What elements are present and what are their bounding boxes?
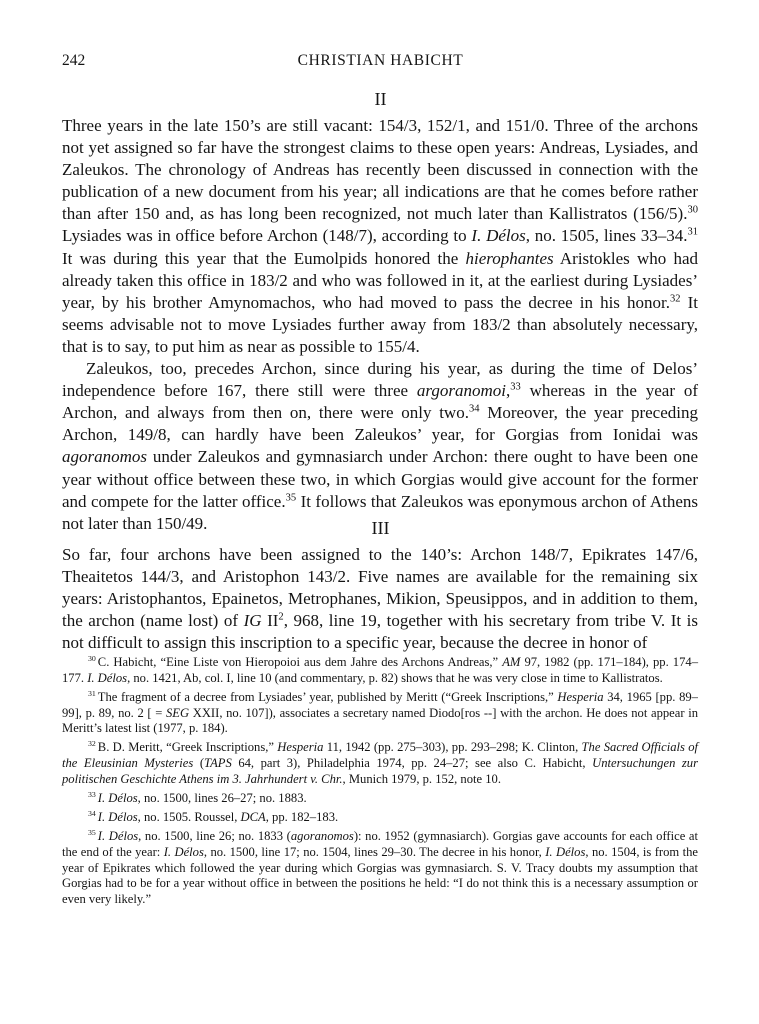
- footnote-32: $^{32}$ B. D. Meritt, “Greek Inscriptions,” Hesperia 11, 1942 (pp. 275–303), pp. 293–298; K. Clinton, The Sacred Officials of the Eleusinian Mysteries (TAPS 64, part 3), Philadelphia 1974, pp. 24–27; see also C. Habicht, Untersuchungen zur politischen Geschichte Athens im 3. Jahrhundert v. Chr., Munich 1979, p. 152, note 10.: [62, 739, 699, 786]
- text-run: , no. 1504, is from the year of Epikrates which followed the year during which Gorgias was gymnasiarch. S. V. Tracy doubts my assumption that Gorgias had to be for a year without office in between the positions he held: “I do not think this is a necessary assumption or even very likely.”: [62, 844, 698, 907]
- italic-text: Hesperia: [277, 740, 324, 755]
- text-run: , 968, line 19, together with his secretary from tribe V. It is not difficult to assign this inscription to a specific year, because the decree in honor of: [62, 611, 698, 653]
- footnote-ref: 34: [468, 403, 480, 415]
- text-run: Lysiades was in office before Archon (148/7), according to: [62, 226, 472, 246]
- section-ii-paragraph-1: [62, 115, 698, 358]
- italic-text: agoranomos: [62, 447, 148, 467]
- text-run: ): no. 1952 (gymnasiarch). Gorgias gave accounts for each office at the end of the year:: [62, 828, 698, 859]
- text-run: 97, 1982 (pp. 171–184), pp. 174–177.: [62, 655, 698, 685]
- text-run: The fragment of a decree from Lysiades’ year, published by Meritt (“Greek Inscriptions,”: [97, 689, 558, 704]
- text-run: Moreover, the year preceding Archon, 149/8, can hardly have been Zaleukos’ year, for Gorgias from Ionidai was: [62, 403, 698, 445]
- footnote-31: $^{31}$ The fragment of a decree from Lysiades’ year, published by Meritt (“Greek Inscriptions,” Hesperia 34, 1965 [pp. 89–99], p. 89, no. 2 [ = SEG XXII, no. 107]), associates a secretary named Diodo[ros --] with the archon. He does not appear in Meritt’s latest list (1977, p. 184).: [62, 688, 699, 736]
- italic-text: DCA: [240, 809, 266, 824]
- italic-text: I. Délos: [97, 790, 138, 805]
- text-run: 34, 1965 [pp. 89–99], p. 89, no. 2 [ =: [62, 689, 698, 720]
- italic-text: SEG: [166, 705, 190, 720]
- italic-text: agoranomos: [290, 828, 354, 843]
- section-heading-ii: II: [374, 89, 387, 109]
- footnote-ref: 32: [669, 293, 681, 305]
- text-run: XXII, no. 107]), associates a secretary named Diodo[ros --] with the archon. He does not appear in Meritt’s latest list (1977, p. 184).: [62, 705, 699, 736]
- text-run: II: [261, 611, 279, 631]
- text-run: It seems advisable not to move Lysiades further away from 183/2 than absolutely necessary, that is to say, to put him as near as possible to 155/4.: [62, 292, 698, 356]
- footnote-ref: 31: [687, 226, 698, 238]
- footnote-ref: 35: [285, 491, 297, 503]
- text-run: Aristokles who had already taken this office in 183/2 and who was followed in it, at the earliest during Lysiades’ year, by his brother Amynomachos, who had moved to pass the decree in his honor.: [62, 248, 698, 312]
- text-run: , no. 1505. Roussel,: [137, 809, 241, 824]
- italic-text: Hesperia: [557, 689, 604, 704]
- footnote-33: $^{33}$ I. Délos, no. 1500, lines 26–27; no. 1883.: [88, 789, 307, 805]
- text-run: , no. 1500, line 17; no. 1504, lines 29–30. The decree in his honor,: [203, 844, 546, 859]
- section-ii-body: [62, 115, 698, 535]
- italic-text: I. Délos: [97, 809, 138, 824]
- text-run: whereas in the year of Archon, and always from then on, there were only two.: [62, 381, 698, 423]
- text-run: It was during this year that the Eumolpids honored the: [62, 248, 466, 268]
- italic-text: hierophantes: [465, 248, 554, 268]
- italic-text: I. Délos: [471, 226, 526, 246]
- italic-text: IG: [243, 611, 262, 631]
- footnotes: [62, 655, 698, 911]
- text-run: It follows that Zaleukos was eponymous archon of Athens not later than 150/49.: [62, 491, 698, 533]
- text-run: , no. 1421, Ab, col. I, line 10 (and commentary, p. 82) shows that he was very close in time to Kallistratos.: [127, 670, 663, 685]
- italic-text: I. Délos: [545, 844, 586, 859]
- page-number: 242: [62, 52, 86, 69]
- text-run: , no. 1500, lines 26–27; no. 1883.: [137, 790, 307, 805]
- text-run: , no. 1500, line 26; no. 1833 (: [138, 828, 291, 843]
- italic-text: I. Délos: [163, 844, 204, 859]
- italic-text: argoranomoi: [416, 381, 506, 401]
- page-header: [62, 52, 699, 74]
- italic-text: Untersuchungen zur politischen Geschichte Athens im 3. Jahrhundert v. Chr.: [62, 756, 699, 786]
- text-run: under Zaleukos and gymnasiarch under Archon: there ought to have been one year without office between these two, in which Gorgias would give account for the former and compete for the latter office.: [62, 447, 698, 511]
- text-run: , Munich 1979, p. 152, note 10.: [342, 771, 501, 786]
- footnote-35: $^{35}$ I. Délos, no. 1500, line 26; no. 1833 (agoranomos): no. 1952 (gymnasiarch). Gorgias gave accounts for each office at the end of the year: I. Délos, no. 1500, line 17; no. 1504, lines 29–30. The decree in his honor, I. Délos, no. 1504, is from the year of Epikrates which followed the year during which Gorgias was gymnasiarch. S. V. Tracy doubts my assumption that Gorgias had to be for a year without office in between the positions he held: “I do not think this is a necessary assumption or even very likely.”: [62, 827, 698, 907]
- footnote-30: $^{30}$ C. Habicht, “Eine Liste von Hieropoioi aus dem Jahre des Archons Andreas,” AM 97, 1982 (pp. 171–184), pp. 174–177. I. Délos, no. 1421, Ab, col. I, line 10 (and commentary, p. 82) shows that he was very close in time to Kallistratos.: [62, 653, 698, 685]
- section-iii-paragraph-1: [62, 544, 698, 654]
- running-head: CHRISTIAN HABICHT: [297, 52, 464, 69]
- text-run: 11, 1942 (pp. 275–303), pp. 293–298; K. Clinton,: [323, 740, 582, 755]
- text-run: , pp. 182–183.: [265, 809, 339, 824]
- section-ii-paragraph-2: [62, 358, 698, 535]
- text-run: ,: [505, 381, 511, 401]
- text-run: (: [193, 756, 205, 771]
- italic-text: The Sacred Officials of the Eleusinian Mysteries: [62, 740, 699, 771]
- footnote-ref: 33: [510, 381, 521, 393]
- footnote-34: $^{34}$ I. Délos, no. 1505. Roussel, DCA, pp. 182–183.: [88, 808, 339, 824]
- section-iii-body: [62, 544, 698, 654]
- text-run: C. Habicht, “Eine Liste von Hieropoioi aus dem Jahre des Archons Andreas,”: [97, 655, 503, 669]
- text-run: B. D. Meritt, “Greek Inscriptions,”: [97, 740, 278, 755]
- section-heading-iii: III: [371, 518, 390, 538]
- italic-text: I. Délos: [87, 670, 128, 685]
- text-run: Three years in the late 150’s are still vacant: 154/3, 152/1, and 151/0. Three of the archons not yet assigned so far have the strongest claims to these open years: Andreas, Lysiades, and Zaleukos. The chronology of Andreas has recently been discussed in connection with the publication of a new document from his year; all indications are that he comes before rather than after 150 and, as has long been recognized, not much later than Kallistratos (156/5).: [62, 116, 698, 224]
- footnote-ref: 30: [687, 204, 698, 216]
- text-run: 64, part 3), Philadelphia 1974, pp. 24–27; see also C. Habicht,: [231, 756, 593, 771]
- italic-text: TAPS: [204, 756, 232, 771]
- text-run: , no. 1505, lines 33–34.: [525, 226, 688, 246]
- italic-text: AM: [502, 655, 521, 669]
- footnote-ref: 2: [278, 611, 284, 623]
- text-run: Zaleukos, too, precedes Archon, since during his year, as during the time of Delos’ independence before 167, there still were three: [62, 359, 698, 401]
- text-run: So far, four archons have been assigned to the 140’s: Archon 148/7, Epikrates 147/6, Theaitetos 144/3, and Aristophon 143/2. Five names are available for the remaining six years: Aristophantos, Epainetos, Metrophanes, Mikion, Speusippos, and in addition to them, the archon (name lost) of: [62, 545, 698, 631]
- italic-text: I. Délos: [97, 828, 139, 843]
